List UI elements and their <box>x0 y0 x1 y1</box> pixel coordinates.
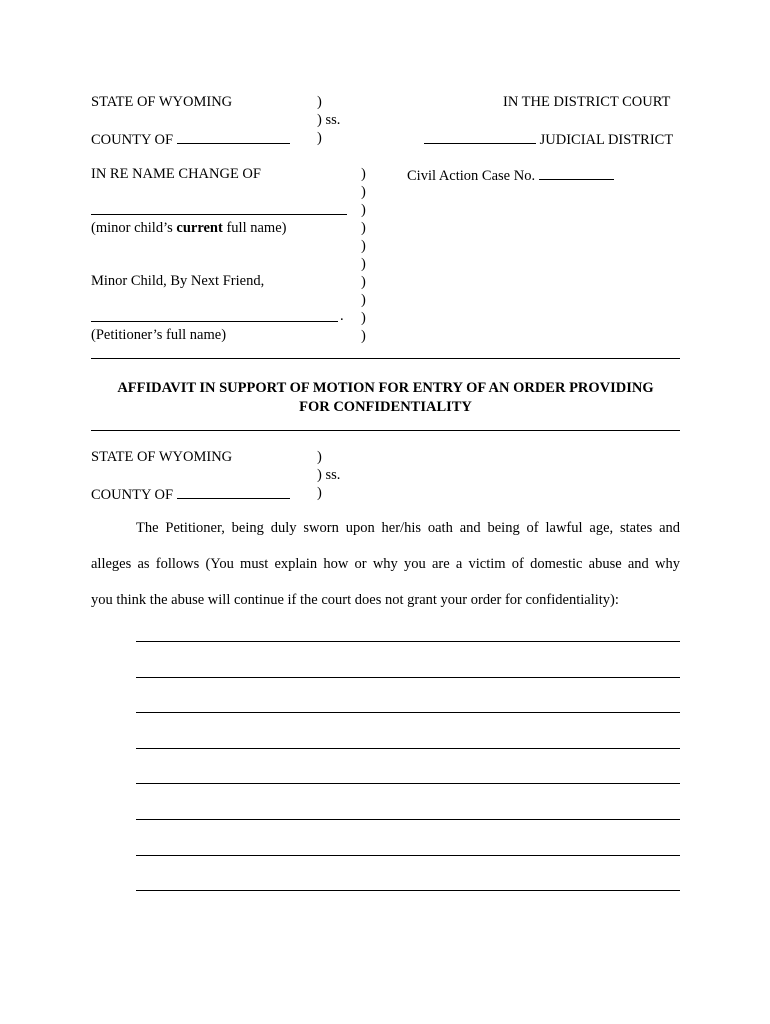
writing-line[interactable] <box>136 641 680 642</box>
caption-paren: ) <box>361 184 366 200</box>
writing-line[interactable] <box>136 748 680 749</box>
document-title <box>91 379 680 417</box>
caption-paren: ) <box>317 94 322 110</box>
venue-county-label: COUNTY OF <box>91 487 174 503</box>
minor-name-blank[interactable] <box>91 214 347 215</box>
petitioner-name-blank[interactable] <box>91 321 338 322</box>
caption-paren: ) <box>361 202 366 218</box>
writing-line[interactable] <box>136 890 680 891</box>
writing-line[interactable] <box>136 677 680 678</box>
title-bottom-rule <box>91 430 680 431</box>
case-no-label: Civil Action Case No. <box>407 168 536 184</box>
body-line-3: you think the abuse will continue if the court does not grant your order for confidentiality): <box>91 592 619 608</box>
title-line-1: AFFIDAVIT IN SUPPORT OF MOTION FOR ENTRY OF AN ORDER PROVIDING <box>117 380 654 396</box>
county-of-line <box>91 131 290 148</box>
judicial-district-blank[interactable] <box>424 131 536 144</box>
writing-line[interactable] <box>136 855 680 856</box>
caption-paren: ) <box>361 292 366 308</box>
next-friend-label: Minor Child, By Next Friend, <box>91 273 265 289</box>
venue-state: STATE OF WYOMING <box>91 449 233 465</box>
minor-name-label: (minor child’s current full name) <box>91 220 287 236</box>
caption-paren: ) <box>361 310 366 326</box>
caption-paren: ) <box>361 238 366 254</box>
period-mark: . <box>340 308 344 324</box>
caption-paren: ) <box>361 220 366 236</box>
caption-paren: ) <box>361 166 366 182</box>
in-re-name-change: IN RE NAME CHANGE OF <box>91 166 261 182</box>
body-line-2: alleges as follows (You must explain how or why you are a victim of domestic abuse and why <box>91 556 680 572</box>
district-court-heading: IN THE DISTRICT COURT <box>503 94 671 110</box>
county-blank[interactable] <box>177 131 290 144</box>
title-top-rule <box>91 358 680 359</box>
judicial-district-label: JUDICIAL DISTRICT <box>539 132 674 148</box>
venue-county-blank[interactable] <box>177 486 290 499</box>
petitioner-name-label: (Petitioner’s full name) <box>91 327 227 343</box>
caption-paren: ) <box>361 328 366 344</box>
caption-paren: ) <box>361 256 366 272</box>
ss-mark: ) ss. <box>317 112 341 128</box>
venue-ss: ) ss. <box>317 467 341 483</box>
case-no-blank[interactable] <box>539 167 614 180</box>
venue-county-line <box>91 486 290 503</box>
writing-line[interactable] <box>136 783 680 784</box>
caption-paren: ) <box>317 130 322 146</box>
judicial-district-line <box>424 131 673 148</box>
case-number-line <box>407 167 614 184</box>
writing-line[interactable] <box>136 712 680 713</box>
county-label: COUNTY OF <box>91 132 174 148</box>
writing-line[interactable] <box>136 819 680 820</box>
caption-paren: ) <box>317 449 322 465</box>
state-of-wyoming-heading: STATE OF WYOMING <box>91 94 233 110</box>
caption-paren: ) <box>361 274 366 290</box>
caption-paren: ) <box>317 485 322 501</box>
title-line-2: FOR CONFIDENTIALITY <box>299 399 472 415</box>
body-line-1: The Petitioner, being duly sworn upon her/his oath and being of lawful age, states and <box>136 520 680 536</box>
